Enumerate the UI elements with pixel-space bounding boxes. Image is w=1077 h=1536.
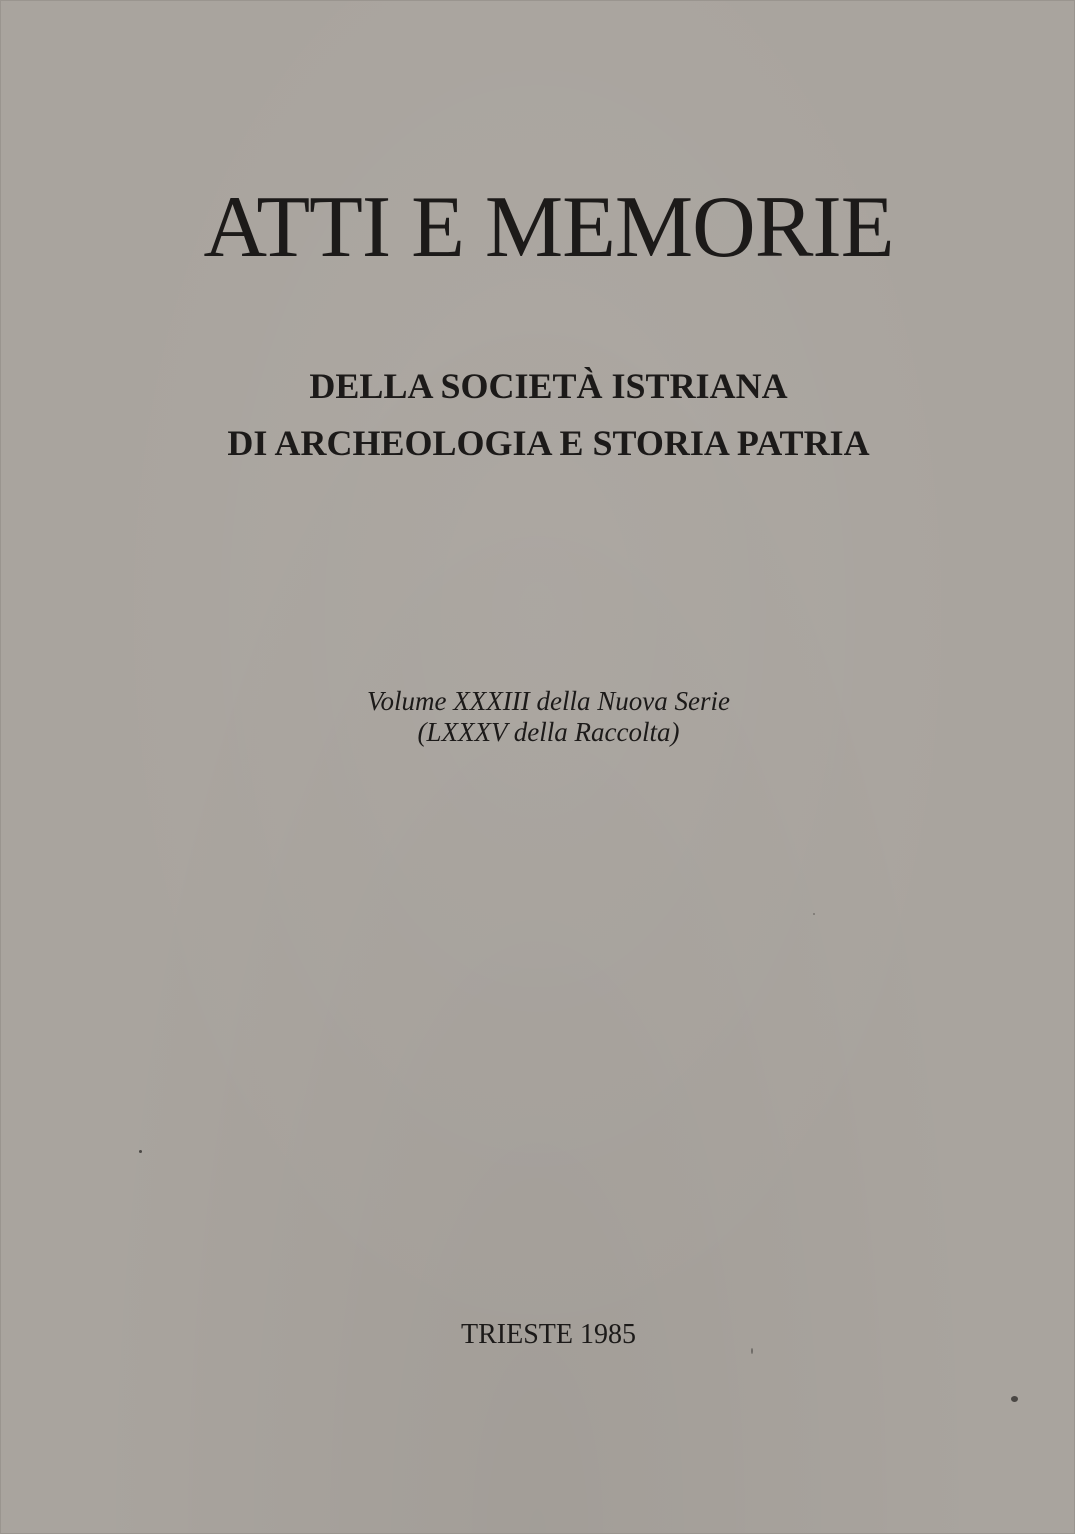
paper-speck bbox=[1011, 1396, 1018, 1402]
volume-line-2: (LXXXV della Raccolta) bbox=[417, 717, 680, 747]
paper-speck bbox=[139, 1150, 142, 1153]
paper-speck bbox=[751, 1348, 753, 1354]
volume-line-1: Volume XXXIII della Nuova Serie bbox=[367, 686, 730, 716]
paper-speck bbox=[813, 913, 815, 915]
cover-subtitle-line-1: DELLA SOCIETÀ ISTRIANA bbox=[309, 366, 788, 406]
imprint-place-year: TRIESTE 1985 bbox=[461, 1319, 636, 1350]
cover-title: ATTI E MEMORIE bbox=[203, 179, 894, 276]
cover-subtitle-line-2: DI ARCHEOLOGIA E STORIA PATRIA bbox=[227, 423, 870, 463]
